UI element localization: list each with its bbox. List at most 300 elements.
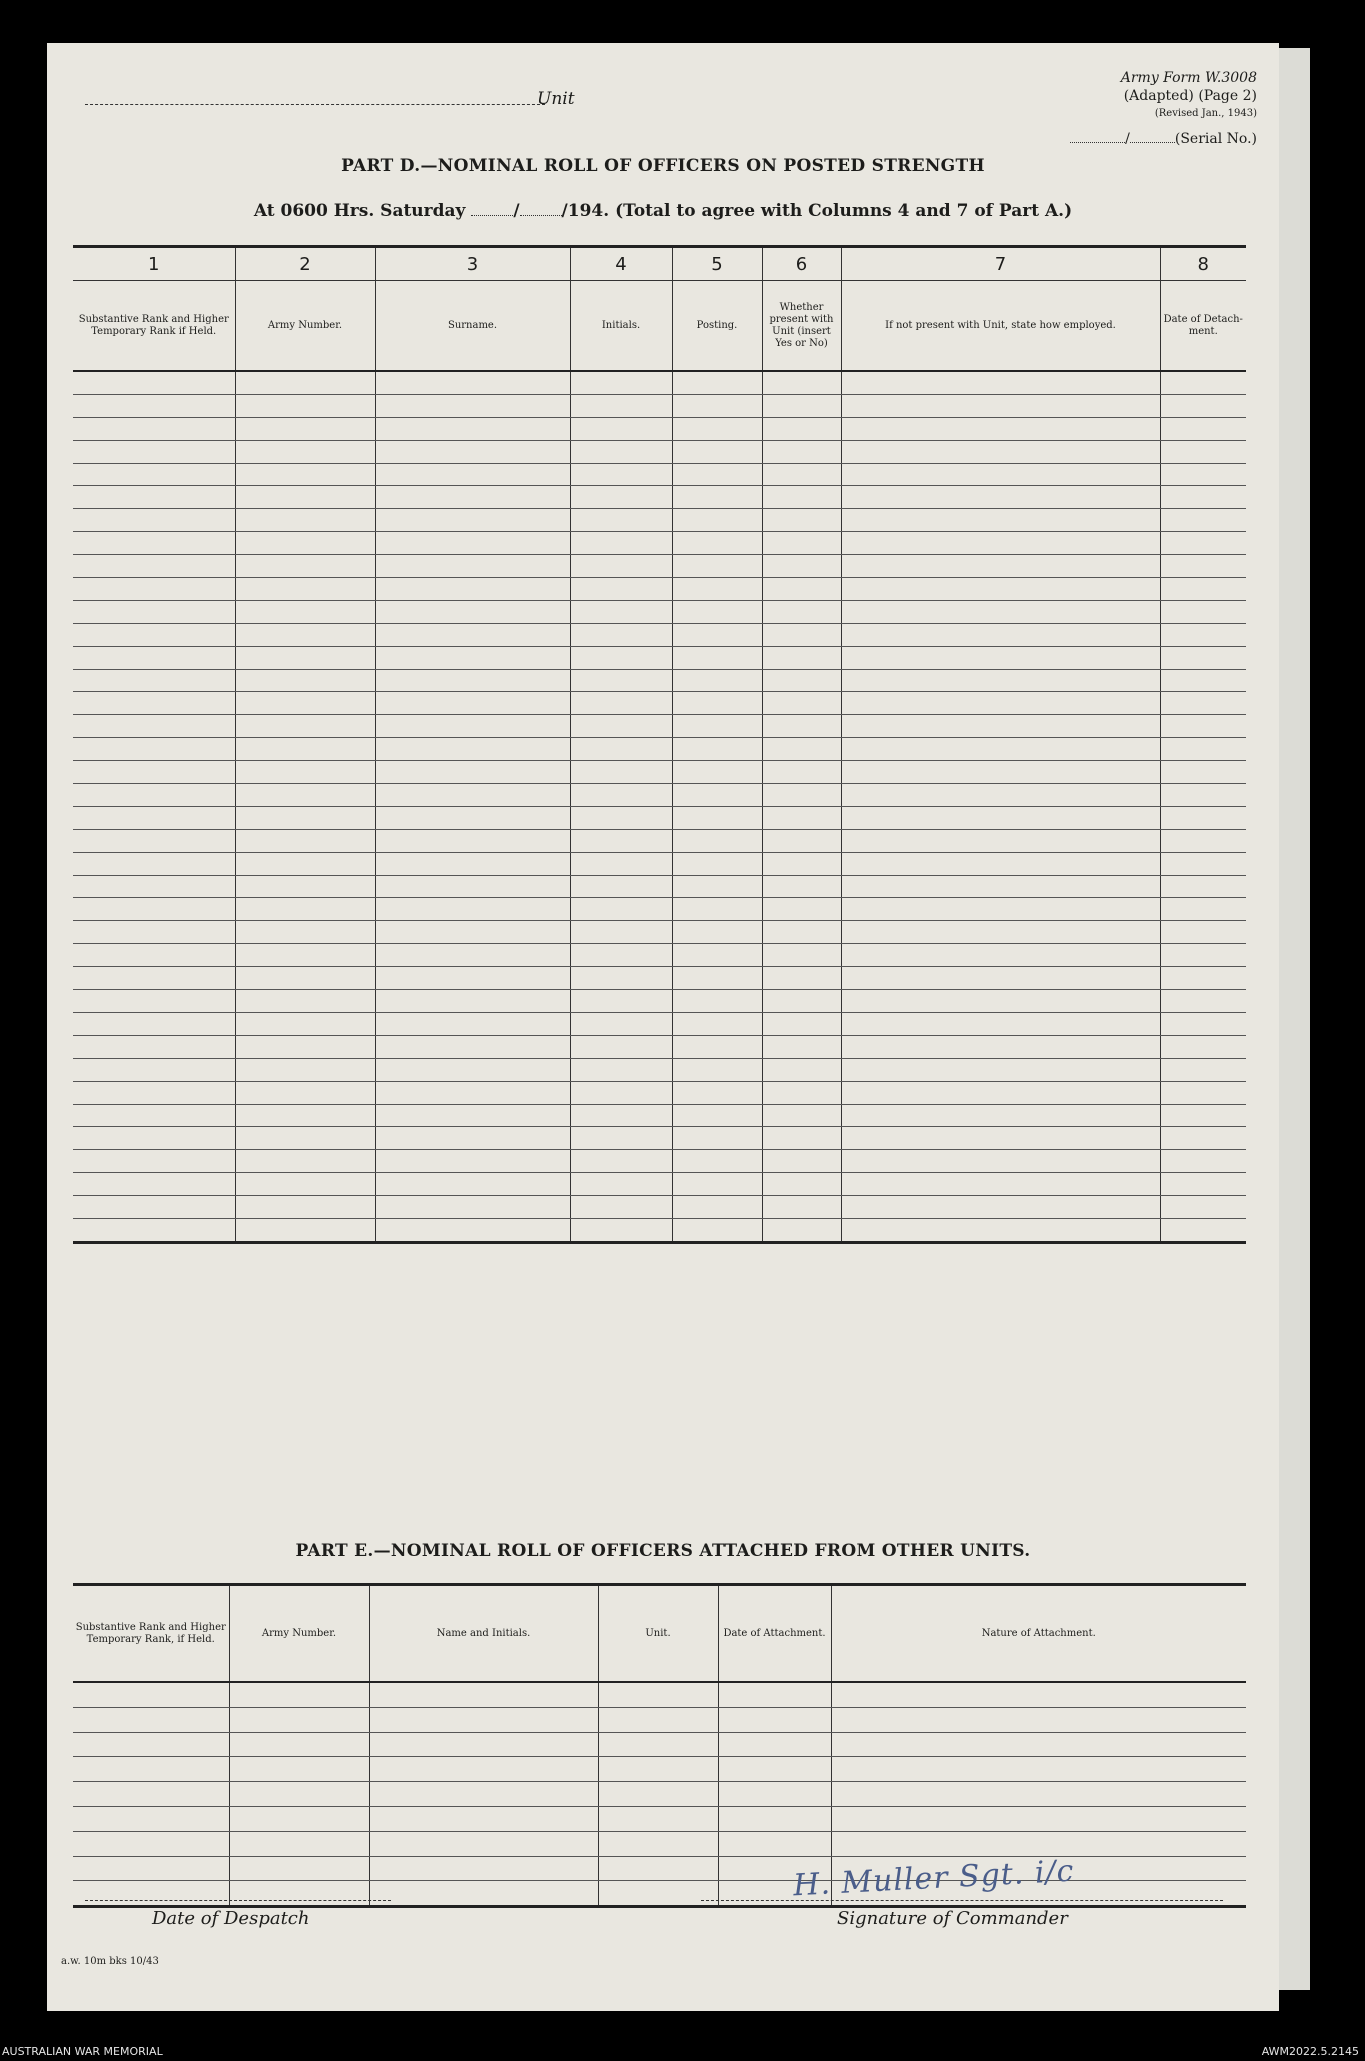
blank-cell <box>570 692 672 715</box>
blank-cell <box>841 921 1160 944</box>
col-header-name-initials: Name and Initials. <box>369 1585 598 1683</box>
blank-cell <box>762 486 841 509</box>
blank-cell <box>762 852 841 875</box>
blank-cell <box>1160 784 1246 807</box>
blank-cell <box>375 784 570 807</box>
blank-cell <box>235 440 375 463</box>
blank-cell <box>375 944 570 967</box>
blank-cell <box>73 761 235 784</box>
column-header-row <box>73 281 1246 372</box>
blank-cell <box>841 371 1160 394</box>
blank-cell <box>1160 829 1246 852</box>
serial-separator: / <box>1125 131 1130 147</box>
blank-cell <box>1160 1012 1246 1035</box>
blank-cell <box>841 692 1160 715</box>
blank-cell <box>1160 623 1246 646</box>
blank-cell <box>841 1218 1160 1242</box>
col-header-unit: Unit. <box>598 1585 718 1683</box>
table-row <box>73 394 1246 417</box>
blank-cell <box>570 623 672 646</box>
form-revised: (Revised Jan., 1943) <box>1154 108 1257 119</box>
blank-cell <box>235 1081 375 1104</box>
blank-cell <box>375 486 570 509</box>
blank-cell <box>570 532 672 555</box>
serial-number <box>1070 131 1257 147</box>
blank-cell <box>672 532 762 555</box>
blank-cell <box>570 1150 672 1173</box>
blank-cell <box>672 967 762 990</box>
blank-cell <box>375 578 570 601</box>
blank-cell <box>672 829 762 852</box>
blank-cell <box>235 1012 375 1035</box>
blank-cell <box>570 1012 672 1035</box>
blank-cell <box>762 463 841 486</box>
table-row <box>73 555 1246 578</box>
table-row <box>73 852 1246 875</box>
blank-cell <box>672 440 762 463</box>
blank-cell <box>841 440 1160 463</box>
blank-cell <box>570 578 672 601</box>
blank-cell <box>1160 646 1246 669</box>
blank-cell <box>762 440 841 463</box>
blank-cell <box>841 1150 1160 1173</box>
table-row <box>73 829 1246 852</box>
blank-cell <box>598 1707 718 1732</box>
blank-cell <box>672 646 762 669</box>
blank-cell <box>369 1881 598 1907</box>
blank-cell <box>672 1218 762 1242</box>
blank-cell <box>73 1127 235 1150</box>
blank-cell <box>841 852 1160 875</box>
blank-cell <box>1160 578 1246 601</box>
blank-cell <box>570 440 672 463</box>
part-d-title: PART D.—NOMINAL ROLL OF OFFICERS ON POSTED STRENGTH <box>341 156 985 176</box>
blank-cell <box>762 1104 841 1127</box>
blank-cell <box>672 1104 762 1127</box>
table-row <box>73 532 1246 555</box>
blank-cell <box>235 1150 375 1173</box>
blank-cell <box>235 394 375 417</box>
blank-cell <box>73 921 235 944</box>
blank-cell <box>235 921 375 944</box>
blank-cell <box>375 1081 570 1104</box>
signature-line <box>701 1900 1223 1901</box>
table-row <box>73 761 1246 784</box>
blank-cell <box>570 371 672 394</box>
blank-cell <box>841 1081 1160 1104</box>
blank-cell <box>598 1856 718 1881</box>
blank-cell <box>375 371 570 394</box>
blank-cell <box>672 715 762 738</box>
blank-cell <box>1160 440 1246 463</box>
table-row <box>73 967 1246 990</box>
blank-cell <box>672 669 762 692</box>
blank-cell <box>375 898 570 921</box>
table-row <box>73 1732 1246 1757</box>
blank-cell <box>570 1218 672 1242</box>
blank-cell <box>235 715 375 738</box>
blank-cell <box>73 463 235 486</box>
unit-label: Unit <box>537 89 575 109</box>
col-header-present: Whether present with Unit (insert Yes or No) <box>762 281 841 372</box>
blank-cell <box>672 761 762 784</box>
blank-cell <box>235 1173 375 1196</box>
col-header-rank: Substantive Rank and Higher Temporary Rank if Held. <box>73 281 235 372</box>
blank-cell <box>1160 921 1246 944</box>
blank-cell <box>762 921 841 944</box>
table-row <box>73 990 1246 1013</box>
despatch-date-label: Date of Despatch <box>152 1908 310 1929</box>
col-header-attachment-nature: Nature of Attachment. <box>831 1585 1246 1683</box>
blank-cell <box>235 555 375 578</box>
blank-cell <box>841 578 1160 601</box>
blank-cell <box>73 1782 229 1807</box>
blank-cell <box>762 646 841 669</box>
blank-cell <box>672 600 762 623</box>
signature-label: Signature of Commander <box>837 1908 1068 1929</box>
blank-cell <box>1160 486 1246 509</box>
col-header-surname: Surname. <box>375 281 570 372</box>
blank-cell <box>570 1127 672 1150</box>
blank-cell <box>718 1682 831 1707</box>
blank-cell <box>762 967 841 990</box>
blank-cell <box>598 1682 718 1707</box>
blank-cell <box>672 806 762 829</box>
blank-cell <box>570 394 672 417</box>
table-row <box>73 1173 1246 1196</box>
blank-cell <box>1160 1150 1246 1173</box>
day-field <box>471 215 513 216</box>
blank-cell <box>73 784 235 807</box>
blank-cell <box>718 1782 831 1807</box>
column-number-row <box>73 247 1246 281</box>
table-row <box>73 486 1246 509</box>
blank-cell <box>570 806 672 829</box>
col-header-army-number: Army Number. <box>229 1585 369 1683</box>
blank-cell <box>762 990 841 1013</box>
blank-cell <box>235 371 375 394</box>
table-row <box>73 921 1246 944</box>
table-row <box>73 509 1246 532</box>
blank-cell <box>369 1782 598 1807</box>
blank-cell <box>718 1806 831 1831</box>
blank-cell <box>235 1104 375 1127</box>
blank-cell <box>375 806 570 829</box>
blank-cell <box>762 875 841 898</box>
blank-cell <box>375 715 570 738</box>
table-row <box>73 715 1246 738</box>
blank-cell <box>831 1806 1246 1831</box>
blank-cell <box>1160 1081 1246 1104</box>
blank-cell <box>73 1035 235 1058</box>
table-row <box>73 1127 1246 1150</box>
blank-cell <box>841 875 1160 898</box>
table-row <box>73 440 1246 463</box>
form-page <box>47 43 1279 2011</box>
blank-cell <box>1160 669 1246 692</box>
blank-cell <box>841 944 1160 967</box>
blank-cell <box>762 509 841 532</box>
blank-cell <box>73 600 235 623</box>
blank-cell <box>672 852 762 875</box>
blank-cell <box>841 646 1160 669</box>
blank-cell <box>375 1012 570 1035</box>
blank-cell <box>672 1173 762 1196</box>
blank-cell <box>762 1058 841 1081</box>
blank-cell <box>841 623 1160 646</box>
table-row <box>73 371 1246 394</box>
blank-cell <box>762 623 841 646</box>
blank-cell <box>672 509 762 532</box>
form-adapted: (Adapted) (Page 2) <box>1123 88 1257 104</box>
blank-cell <box>762 1218 841 1242</box>
blank-cell <box>570 990 672 1013</box>
blank-cell <box>570 486 672 509</box>
form-name: Army Form W.3008 <box>1120 70 1257 86</box>
blank-cell <box>762 761 841 784</box>
blank-cell <box>73 1881 229 1907</box>
blank-cell <box>841 898 1160 921</box>
table-row <box>73 669 1246 692</box>
blank-cell <box>235 944 375 967</box>
table-row <box>73 417 1246 440</box>
blank-cell <box>1160 1173 1246 1196</box>
blank-cell <box>73 646 235 669</box>
blank-cell <box>73 623 235 646</box>
blank-cell <box>375 1127 570 1150</box>
blank-cell <box>73 417 235 440</box>
blank-cell <box>73 532 235 555</box>
blank-cell <box>375 1058 570 1081</box>
col-number: 1 <box>73 247 235 281</box>
blank-cell <box>762 417 841 440</box>
blank-cell <box>235 1127 375 1150</box>
blank-cell <box>375 509 570 532</box>
col-number: 3 <box>375 247 570 281</box>
table-row <box>73 1104 1246 1127</box>
blank-cell <box>229 1881 369 1907</box>
table-row <box>73 646 1246 669</box>
blank-cell <box>1160 1104 1246 1127</box>
table-row <box>73 600 1246 623</box>
blank-cell <box>841 463 1160 486</box>
blank-cell <box>229 1757 369 1782</box>
blank-cell <box>1160 555 1246 578</box>
blank-cell <box>73 715 235 738</box>
blank-cell <box>762 394 841 417</box>
blank-cell <box>762 1035 841 1058</box>
blank-cell <box>73 692 235 715</box>
col-number: 6 <box>762 247 841 281</box>
blank-cell <box>570 1081 672 1104</box>
blank-cell <box>1160 852 1246 875</box>
blank-cell <box>831 1707 1246 1732</box>
blank-cell <box>375 829 570 852</box>
col-header-employment: If not present with Unit, state how employed. <box>841 281 1160 372</box>
blank-cell <box>375 600 570 623</box>
blank-cell <box>369 1707 598 1732</box>
blank-cell <box>73 1682 229 1707</box>
blank-cell <box>718 1732 831 1757</box>
table-row <box>73 1782 1246 1807</box>
blank-cell <box>570 898 672 921</box>
blank-cell <box>672 784 762 807</box>
part-d-subtitle <box>47 201 1279 221</box>
blank-cell <box>762 1173 841 1196</box>
blank-cell <box>73 806 235 829</box>
blank-cell <box>235 1035 375 1058</box>
blank-cell <box>375 1218 570 1242</box>
table-row <box>73 1757 1246 1782</box>
blank-cell <box>841 669 1160 692</box>
blank-cell <box>73 669 235 692</box>
blank-cell <box>718 1757 831 1782</box>
blank-cell <box>369 1806 598 1831</box>
blank-cell <box>672 1035 762 1058</box>
table-row <box>73 875 1246 898</box>
blank-cell <box>570 463 672 486</box>
blank-cell <box>1160 875 1246 898</box>
blank-cell <box>369 1757 598 1782</box>
blank-cell <box>672 417 762 440</box>
table-row <box>73 806 1246 829</box>
blank-cell <box>841 1196 1160 1219</box>
blank-cell <box>229 1707 369 1732</box>
blank-cell <box>73 990 235 1013</box>
blank-cell <box>235 1196 375 1219</box>
blank-cell <box>831 1782 1246 1807</box>
blank-cell <box>841 509 1160 532</box>
blank-cell <box>841 1012 1160 1035</box>
blank-cell <box>235 509 375 532</box>
part-e-title: PART E.—NOMINAL ROLL OF OFFICERS ATTACHED FROM OTHER UNITS. <box>295 1541 1031 1561</box>
blank-cell <box>73 1104 235 1127</box>
blank-cell <box>570 417 672 440</box>
blank-cell <box>570 600 672 623</box>
blank-cell <box>570 509 672 532</box>
blank-cell <box>375 463 570 486</box>
table-row <box>73 898 1246 921</box>
blank-cell <box>235 761 375 784</box>
blank-cell <box>375 417 570 440</box>
blank-cell <box>672 1012 762 1035</box>
table-row <box>73 784 1246 807</box>
blank-cell <box>1160 1058 1246 1081</box>
blank-cell <box>375 921 570 944</box>
blank-cell <box>831 1757 1246 1782</box>
blank-cell <box>73 394 235 417</box>
blank-cell <box>1160 1196 1246 1219</box>
col-number: 7 <box>841 247 1160 281</box>
archive-reference: AWM2022.5.2145 <box>1261 2045 1359 2058</box>
blank-cell <box>672 944 762 967</box>
blank-cell <box>762 944 841 967</box>
blank-cell <box>570 761 672 784</box>
blank-cell <box>1160 509 1246 532</box>
blank-cell <box>229 1831 369 1856</box>
blank-cell <box>235 463 375 486</box>
blank-cell <box>73 738 235 761</box>
blank-cell <box>375 1150 570 1173</box>
blank-cell <box>672 1081 762 1104</box>
blank-cell <box>762 829 841 852</box>
blank-cell <box>1160 532 1246 555</box>
table-row <box>73 1218 1246 1242</box>
blank-cell <box>235 738 375 761</box>
blank-cell <box>831 1732 1246 1757</box>
table-row <box>73 1081 1246 1104</box>
blank-cell <box>570 967 672 990</box>
blank-cell <box>1160 990 1246 1013</box>
blank-cell <box>841 555 1160 578</box>
blank-cell <box>570 738 672 761</box>
col-number: 5 <box>672 247 762 281</box>
blank-cell <box>1160 371 1246 394</box>
blank-cell <box>841 715 1160 738</box>
blank-cell <box>672 371 762 394</box>
blank-cell <box>235 784 375 807</box>
blank-cell <box>762 1196 841 1219</box>
blank-cell <box>672 1196 762 1219</box>
blank-cell <box>235 806 375 829</box>
col-number: 2 <box>235 247 375 281</box>
table-row <box>73 578 1246 601</box>
blank-cell <box>369 1682 598 1707</box>
blank-cell <box>841 1127 1160 1150</box>
blank-cell <box>841 532 1160 555</box>
blank-cell <box>762 1081 841 1104</box>
blank-cell <box>762 1150 841 1173</box>
blank-cell <box>570 944 672 967</box>
blank-cell <box>762 738 841 761</box>
blank-cell <box>1160 417 1246 440</box>
blank-cell <box>369 1732 598 1757</box>
blank-cell <box>570 715 672 738</box>
table-row <box>73 1682 1246 1707</box>
blank-cell <box>762 555 841 578</box>
blank-cell <box>672 1127 762 1150</box>
blank-cell <box>672 898 762 921</box>
blank-cell <box>375 532 570 555</box>
blank-cell <box>841 784 1160 807</box>
blank-cell <box>841 990 1160 1013</box>
table-row <box>73 692 1246 715</box>
table-row <box>73 1196 1246 1219</box>
blank-cell <box>841 829 1160 852</box>
blank-cell <box>73 829 235 852</box>
despatch-date-line <box>85 1900 391 1901</box>
table-row <box>73 1707 1246 1732</box>
blank-cell <box>672 1058 762 1081</box>
blank-cell <box>762 1012 841 1035</box>
blank-cell <box>1160 463 1246 486</box>
blank-cell <box>762 532 841 555</box>
serial-label: (Serial No.) <box>1174 131 1257 147</box>
blank-cell <box>570 829 672 852</box>
blank-cell <box>73 1058 235 1081</box>
blank-cell <box>369 1831 598 1856</box>
blank-cell <box>570 784 672 807</box>
blank-cell <box>598 1732 718 1757</box>
subtitle-separator: / <box>513 201 520 221</box>
month-field <box>520 215 562 216</box>
blank-cell <box>570 1196 672 1219</box>
blank-cell <box>229 1806 369 1831</box>
blank-cell <box>73 1173 235 1196</box>
blank-cell <box>672 623 762 646</box>
table-row <box>73 463 1246 486</box>
blank-cell <box>375 738 570 761</box>
